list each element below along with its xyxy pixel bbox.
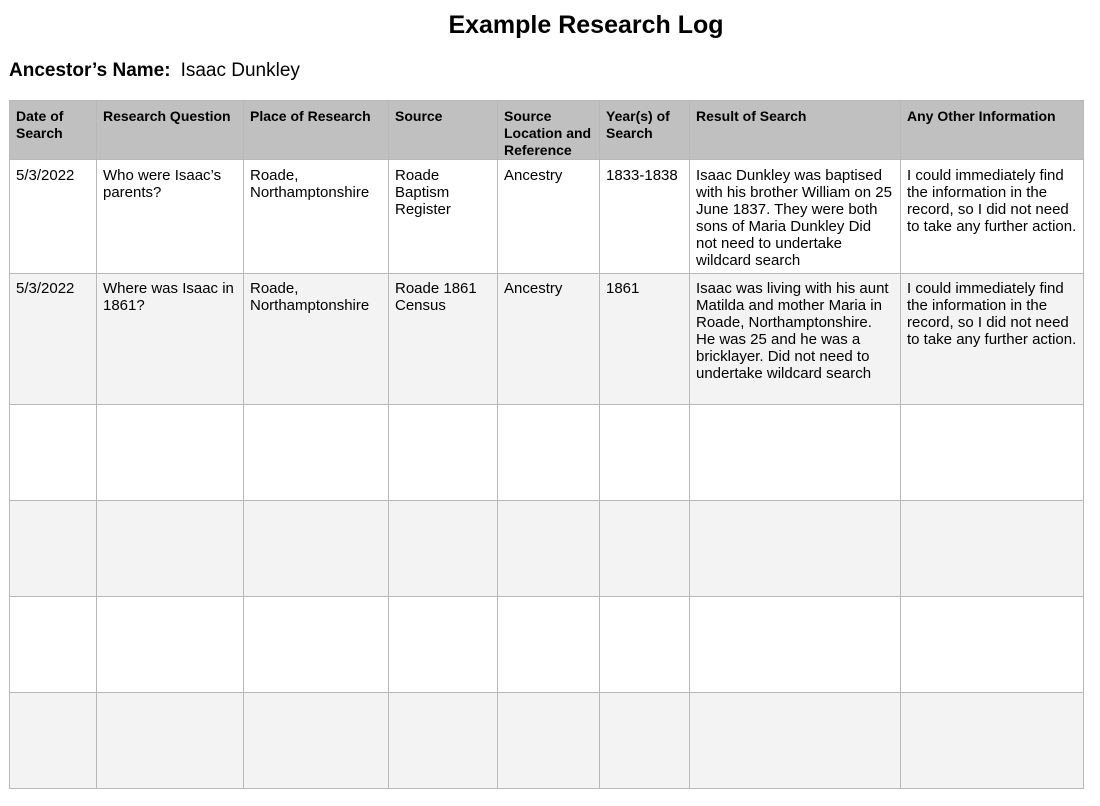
cell-years: 1833-1838	[600, 160, 690, 274]
empty-cell	[901, 597, 1084, 693]
ancestor-name-value: Isaac Dunkley	[180, 60, 300, 81]
cell-question: Who were Isaac’s parents?	[97, 160, 244, 274]
table-row	[10, 160, 1084, 274]
empty-cell	[498, 405, 600, 501]
ancestor-name-label: Ancestor’s Name:	[9, 60, 171, 81]
empty-cell	[10, 597, 97, 693]
cell-source: Roade Baptism Register	[389, 160, 498, 274]
cell-result: Isaac Dunkley was baptised with his brother William on 25 June 1837. They were both sons of Maria Dunkley Did not need to undertake wildcard search	[690, 160, 901, 274]
cell-other: I could immediately find the information in the record, so I did not need to take any further action.	[901, 274, 1084, 405]
ancestor-name-line	[9, 58, 300, 84]
empty-cell	[97, 405, 244, 501]
header-row	[10, 101, 1084, 160]
empty-cell	[600, 693, 690, 789]
cell-date: 5/3/2022	[10, 160, 97, 274]
empty-cell	[389, 501, 498, 597]
column-header-location: Source Location and Reference	[498, 101, 600, 160]
empty-cell	[498, 501, 600, 597]
table-row-empty	[10, 693, 1084, 789]
empty-cell	[901, 501, 1084, 597]
column-header-source: Source	[389, 101, 498, 160]
empty-cell	[690, 693, 901, 789]
empty-cell	[389, 693, 498, 789]
empty-cell	[244, 597, 389, 693]
page-title: Example Research Log	[448, 11, 724, 39]
empty-cell	[498, 597, 600, 693]
empty-cell	[690, 405, 901, 501]
empty-cell	[10, 405, 97, 501]
column-header-question: Research Question	[97, 101, 244, 160]
cell-question: Where was Isaac in 1861?	[97, 274, 244, 405]
column-header-years: Year(s) of Search	[600, 101, 690, 160]
empty-cell	[901, 693, 1084, 789]
table-row-empty	[10, 597, 1084, 693]
cell-location: Ancestry	[498, 160, 600, 274]
empty-cell	[10, 501, 97, 597]
column-header-place: Place of Research	[244, 101, 389, 160]
empty-cell	[389, 405, 498, 501]
empty-cell	[600, 597, 690, 693]
cell-years: 1861	[600, 274, 690, 405]
cell-other: I could immediately find the information in the record, so I did not need to take any further action.	[901, 160, 1084, 274]
table-row-empty	[10, 501, 1084, 597]
empty-cell	[244, 693, 389, 789]
empty-cell	[97, 501, 244, 597]
empty-cell	[244, 501, 389, 597]
cell-date: 5/3/2022	[10, 274, 97, 405]
empty-cell	[244, 405, 389, 501]
empty-cell	[97, 693, 244, 789]
table-row	[10, 274, 1084, 405]
empty-cell	[600, 501, 690, 597]
table-row-empty	[10, 405, 1084, 501]
column-header-date: Date of Search	[10, 101, 97, 160]
empty-cell	[10, 693, 97, 789]
research-log-table	[9, 100, 1084, 789]
empty-cell	[389, 597, 498, 693]
column-header-other: Any Other Information	[901, 101, 1084, 160]
cell-place: Roade, Northamptonshire	[244, 160, 389, 274]
empty-cell	[97, 597, 244, 693]
cell-result: Isaac was living with his aunt Matilda and mother Maria in Roade, Northamptonshire. He was 25 and he was a bricklayer. Did not need to undertake wildcard search	[690, 274, 901, 405]
empty-cell	[690, 597, 901, 693]
empty-cell	[600, 405, 690, 501]
column-header-result: Result of Search	[690, 101, 901, 160]
empty-cell	[901, 405, 1084, 501]
empty-cell	[498, 693, 600, 789]
cell-source: Roade 1861 Census	[389, 274, 498, 405]
empty-cell	[690, 501, 901, 597]
cell-location: Ancestry	[498, 274, 600, 405]
cell-place: Roade, Northamptonshire	[244, 274, 389, 405]
